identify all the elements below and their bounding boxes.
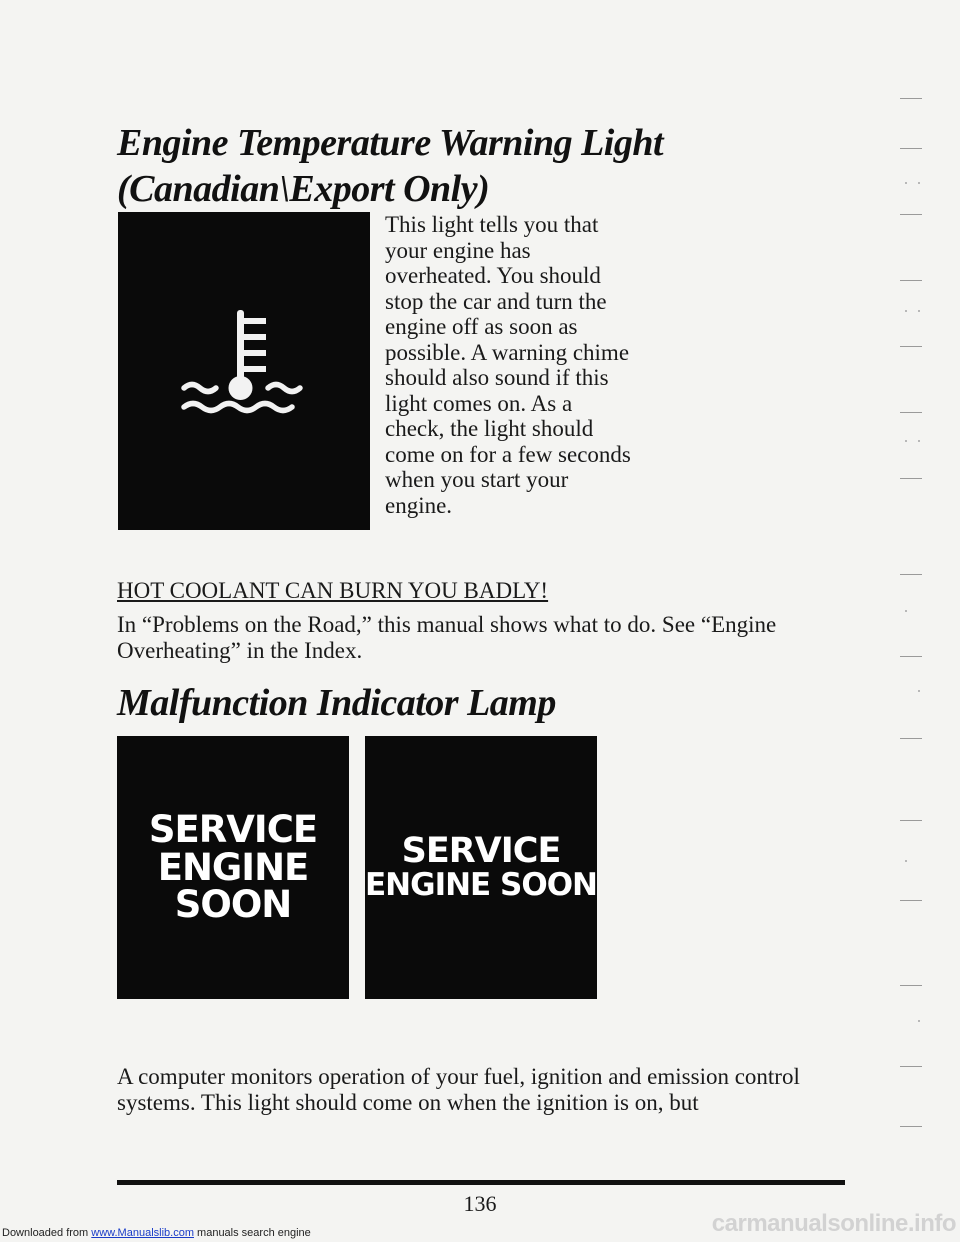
engine-temperature-description [385,212,635,518]
warning-text: HOT COOLANT CAN BURN YOU BADLY! [117,578,549,603]
download-banner [2,1227,311,1239]
title-line-2: (Canadian\Export Only) [117,168,490,210]
lamp-left-line-1: SERVICE [148,807,318,851]
malfunction-description-text: A computer monitors operation of your fuel, ignition and emission control systems. This light should come on when the ignition is on, but [117,1064,800,1115]
title-line-1: Engine Temperature Warning Light [117,122,664,164]
service-engine-soon-lamp-wide [365,736,597,999]
section-title-engine-temperature [117,120,817,212]
lamp-right-line-2: ENGINE SOON [365,866,597,903]
malfunction-title: Malfunction Indicator Lamp [117,682,556,724]
lamp-right-line-1: SERVICE [401,830,561,871]
banner-suffix: manuals search engine [193,1227,311,1239]
description-text: This light tells you that your engine has overheated. You should stop the car and turn the engine off as soon as possible. A warning chime should also sound if this light comes on. As a check, the light should come on for a few seconds when you start your engine. [385,212,631,518]
manualslib-link[interactable]: www.Manualslib.com [91,1227,194,1239]
watermark: carmanualsonline.info [711,1210,956,1237]
section-title-malfunction-indicator [117,680,817,726]
footer-rule [117,1180,845,1185]
banner-prefix: Downloaded from [2,1227,92,1239]
page-number: 136 [463,1191,497,1216]
lamp-left-line-2: ENGINE [157,845,309,889]
service-engine-soon-lamp-stacked [117,736,349,999]
instructions-text: In “Problems on the Road,” this manual shows what to do. See “Engine Overheating” in the Index. [117,612,777,663]
engine-coolant-temperature-icon [118,212,370,530]
overheating-instructions [117,612,837,663]
lamp-left-line-3: SOON [174,883,292,927]
coolant-thermometer-icon [118,212,370,530]
malfunction-description [117,1064,817,1115]
hot-coolant-warning [117,578,837,604]
